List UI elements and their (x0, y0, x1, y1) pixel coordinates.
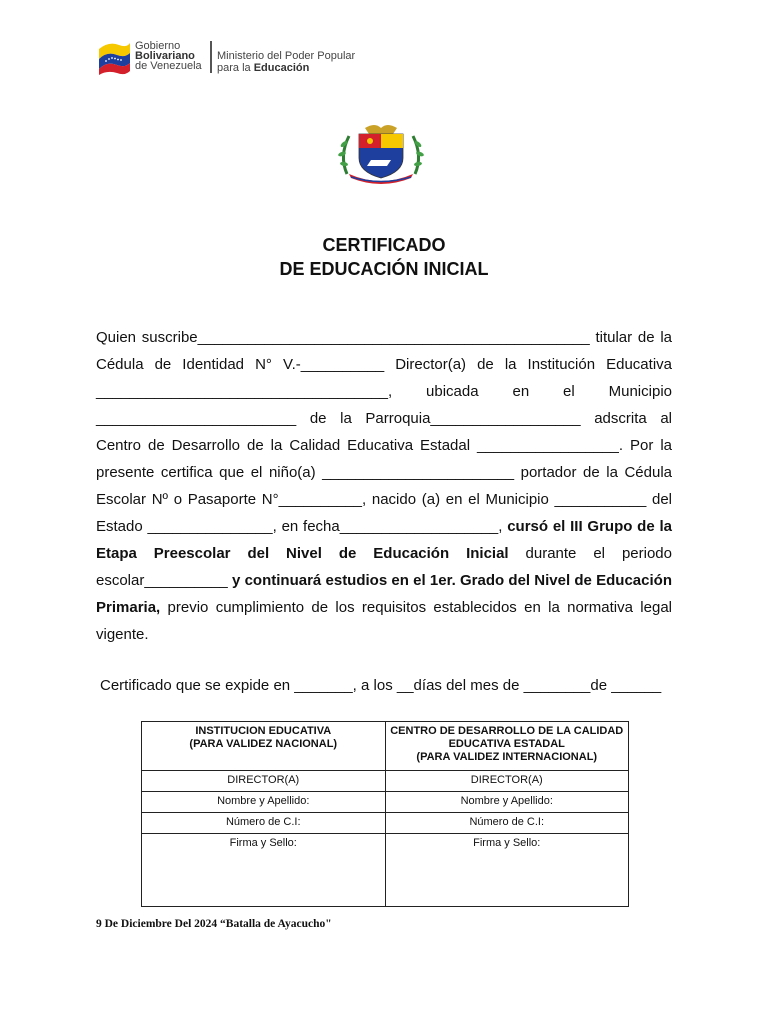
id-number-label: Número de C.I: (142, 813, 386, 834)
ministry-line-2 (217, 62, 355, 74)
director-label: DIRECTOR(A) (385, 771, 629, 792)
signature-table-header (142, 722, 629, 771)
col-international-header (385, 722, 629, 771)
col1-header-line-2: (PARA VALIDEZ NACIONAL) (189, 738, 338, 750)
body-bold-1: cursó el III Grupo de la Etapa Preescolar del Nivel de Educación Inicial (96, 518, 672, 562)
logo-divider (210, 41, 212, 73)
ministry-line-1: Ministerio del Poder Popular (217, 50, 356, 62)
name-label: Nombre y Apellido: (385, 792, 629, 813)
ministry-name (217, 50, 355, 74)
col1-header-line-1: INSTITUCION EDUCATIVA (195, 725, 332, 737)
name-label: Nombre y Apellido: (142, 792, 386, 813)
body-text-3: previo cumplimiento de los requisitos establecidos en la normativa legal vigente. (96, 599, 672, 643)
government-logo (97, 37, 367, 81)
table-row (142, 834, 629, 907)
title-line-1: CERTIFICADO (322, 235, 446, 255)
gov-line-3: de Venezuela (135, 60, 202, 72)
col2-header-line-2: (PARA VALIDEZ INTERNACIONAL) (416, 751, 598, 763)
title-line-2: DE EDUCACIÓN INICIAL (279, 259, 489, 279)
director-label: DIRECTOR(A) (142, 771, 386, 792)
col-national-header (142, 722, 386, 771)
footer-date: 9 De Diciembre Del 2024 “Batalla de Ayacucho" (96, 918, 332, 930)
government-name (135, 41, 202, 71)
gov-line-1: Gobierno (135, 40, 181, 52)
gov-line-2: Bolivariano (135, 50, 195, 62)
table-row (142, 792, 629, 813)
col2-header-line-1: CENTRO DE DESARROLLO DE LA CALIDAD EDUCATIVA ESTADAL (390, 725, 624, 750)
table-row (142, 771, 629, 792)
table-row (142, 813, 629, 834)
document-title (0, 233, 768, 281)
id-number-label: Número de C.I: (385, 813, 629, 834)
issue-statement: Certificado que se expide en _______, a los __días del mes de ________de ______ (100, 677, 662, 694)
certificate-body (96, 324, 672, 648)
coat-of-arms-icon (335, 122, 427, 184)
body-text-1: Quien suscribe_______________________________________________ titular de la Cédula de Identidad N° V.-__________ Director(a) de la Institución Educativa ___________________________________, ubicada en el Municipio ________________________ de la Parroquia__________________ adscrita al Centro de Desarrollo de la Calidad Educativa Estadal _________________. Por la presente certifica que el niño(a) _______________________ portador de la Cédula Escolar Nº o Pasaporte N°__________, nacido (a) en el Municipio ___________ del Estado _______________, en fecha___________________, (96, 329, 672, 535)
ministry-line-2-bold: Educación (253, 62, 310, 74)
ministry-line-2-prefix: para la (217, 62, 254, 74)
signature-seal-label: Firma y Sello: (142, 834, 386, 907)
venezuela-flag-icon (97, 39, 131, 75)
signature-table (141, 721, 629, 907)
body-bold-2: y continuará estudios en el 1er. Grado del Nivel de Educación Primaria, (96, 572, 672, 616)
signature-seal-label: Firma y Sello: (385, 834, 629, 907)
body-text-2: durante el periodo escolar__________ (96, 545, 672, 589)
